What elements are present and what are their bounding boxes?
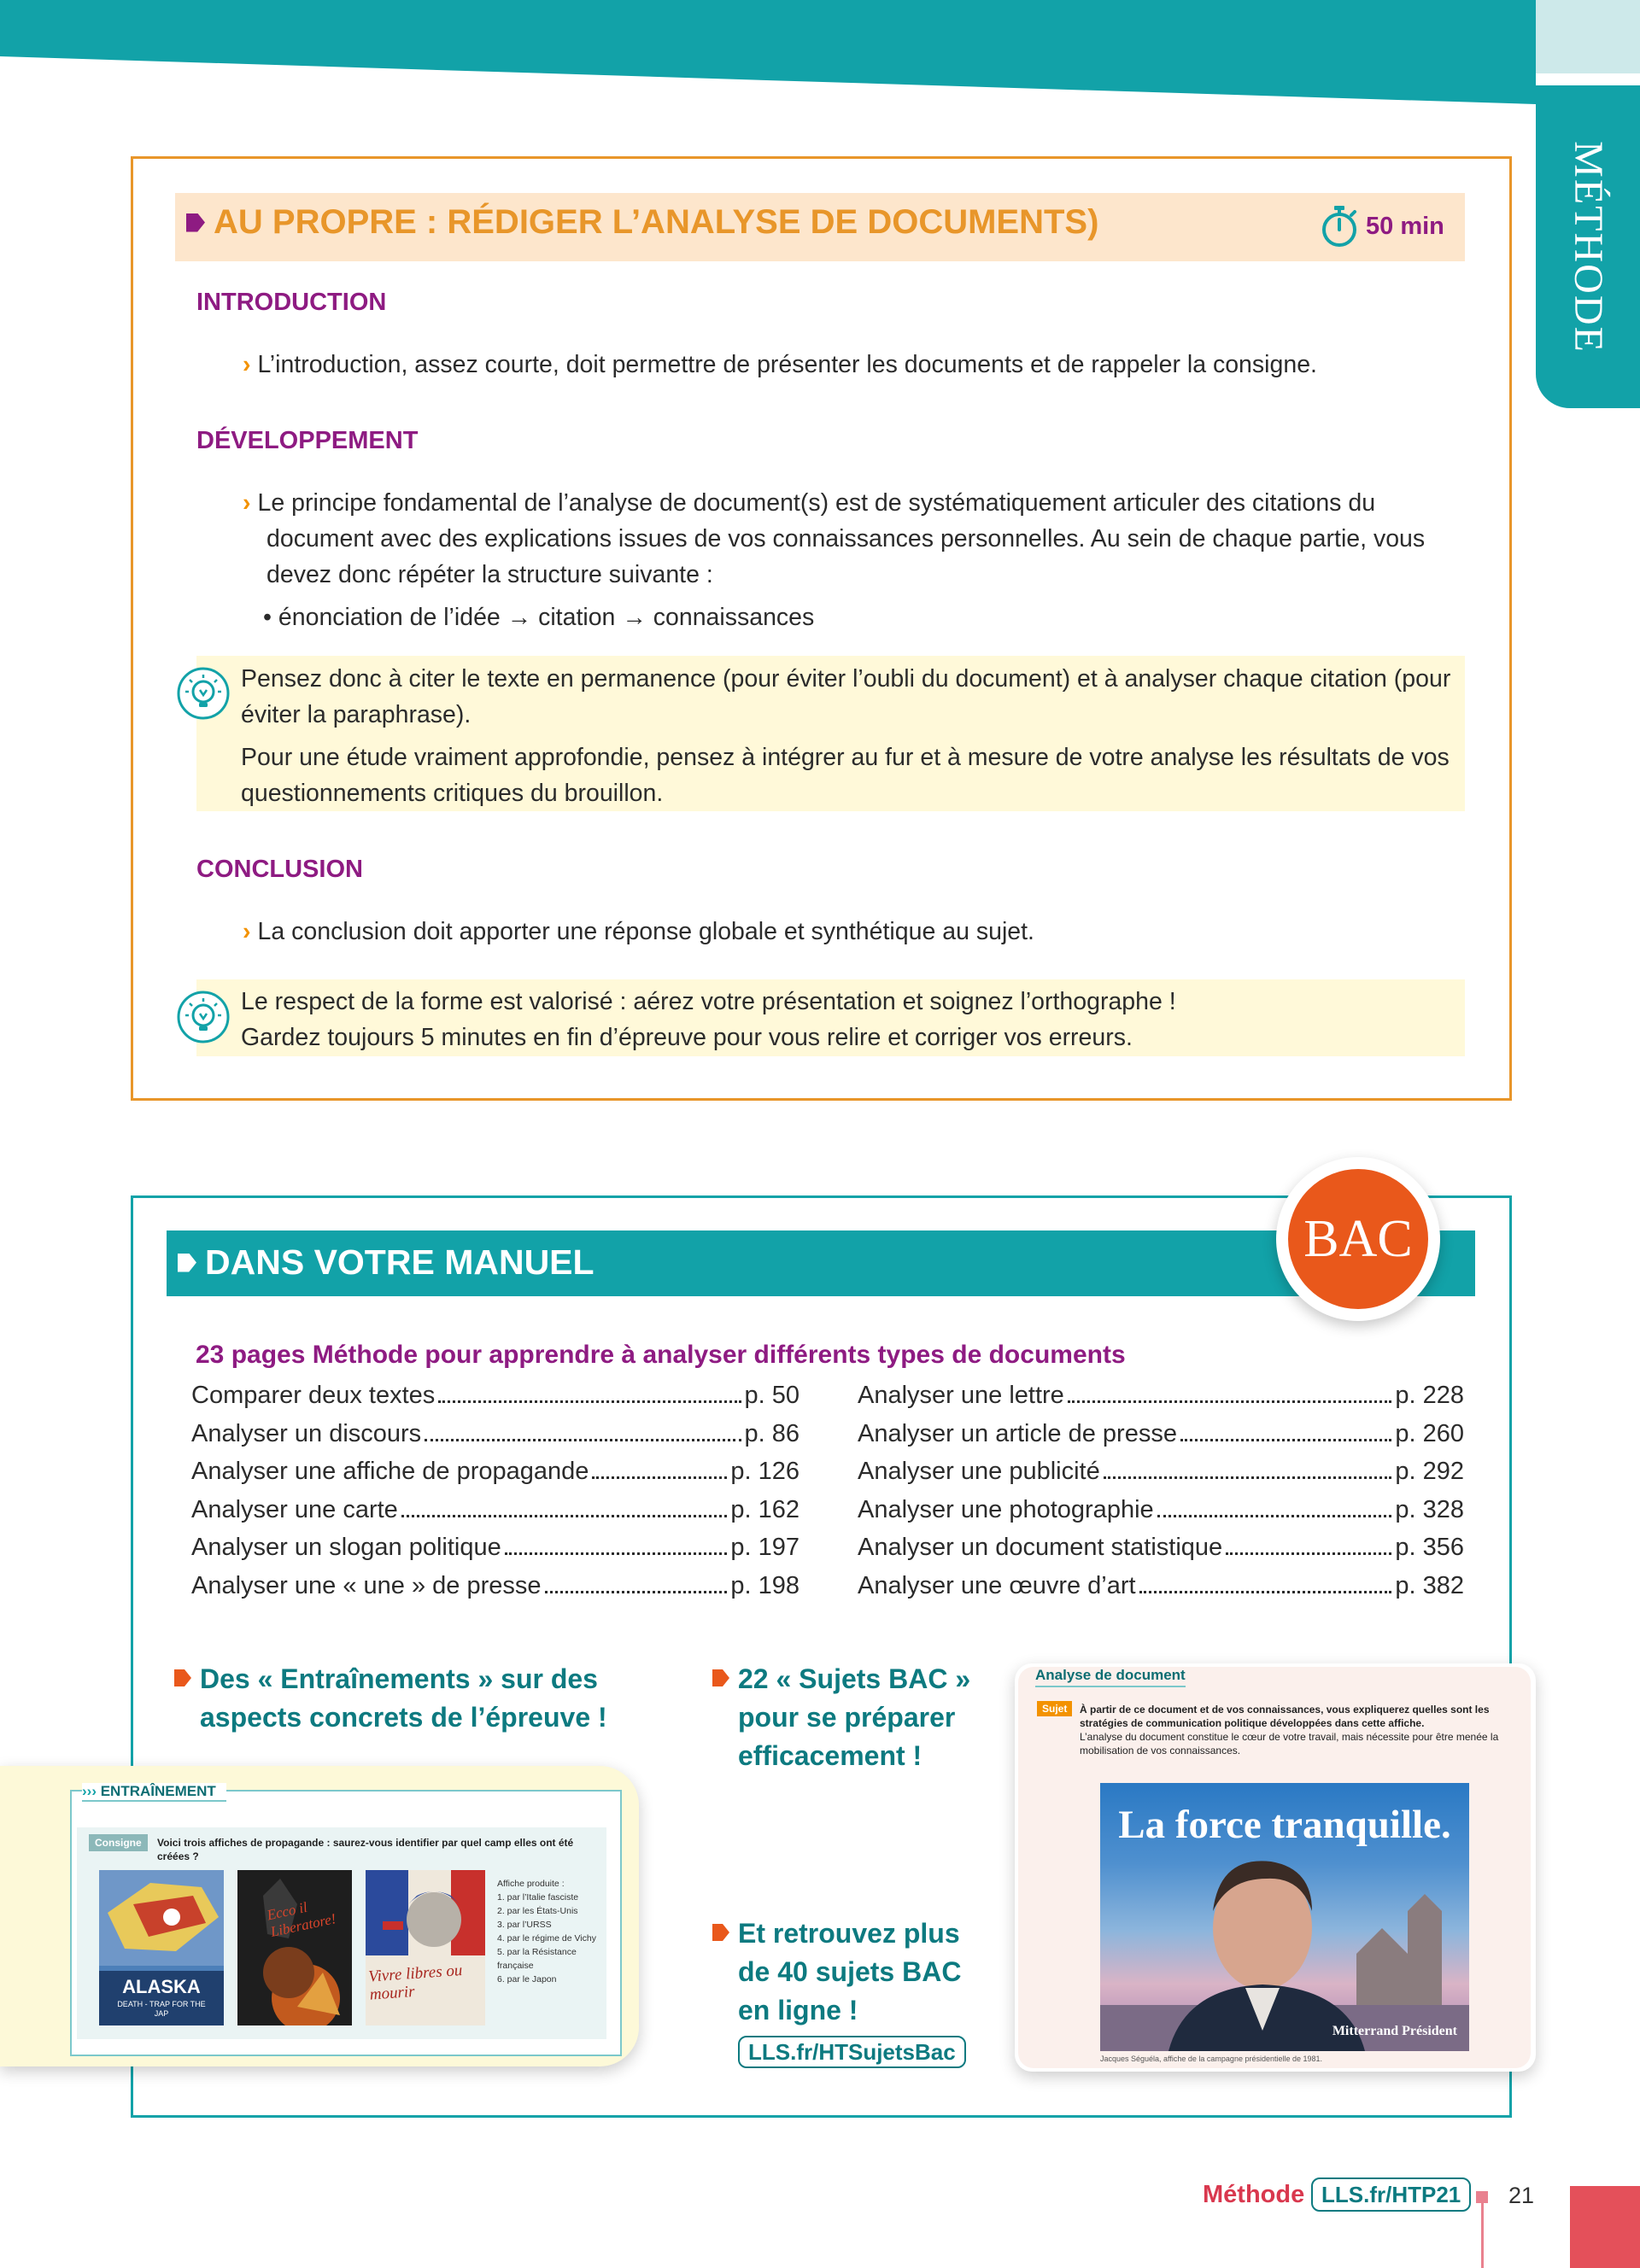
toc-item[interactable]: Analyser une photographie p. 328 xyxy=(858,1495,1464,1523)
toc-item[interactable]: Analyser un document statistique p. 356 xyxy=(858,1534,1464,1561)
photo-caption: Jacques Séguéla, affiche de la campagne présidentielle de 1981. xyxy=(1100,2055,1323,2063)
developpement-text: › Le principe fondamental de l’analyse de document(s) est de systématiquement articuler des citations du document avec des explications issues de vos connaissances personnelles. Au sein de chaque partie, vous devez donc répéter la structure suivante : xyxy=(243,489,1426,588)
manuel-title xyxy=(178,1242,594,1283)
promo-sujets-bac: 22 « Sujets BAC » pour se préparer efficacement ! xyxy=(712,1660,970,1775)
developpement-heading: DÉVELOPPEMENT xyxy=(196,427,419,454)
sujet-text: À partir de ce document et de vos connaissances, vous expliquerez quelles sont les stratégies de communication politique développées dans cette affiche. L’analyse du document constitue le cœur de votre travail, mais nécessite pour être menée la mobilisation de vos connaissances. xyxy=(1080,1704,1499,1757)
manuel-title-text: DANS VOTRE MANUEL xyxy=(205,1242,594,1282)
conclusion-text: › La conclusion doit apporter une réponse globale et synthétique au sujet. xyxy=(243,918,1034,945)
duration-text: 50 min xyxy=(1366,212,1444,240)
tip-text-forme: Le respect de la forme est valorisé : aérez votre présentation et soignez l’orthographe ! xyxy=(241,988,1176,1015)
methode-pages-heading: 23 pages Méthode pour apprendre à analyser différents types de documents xyxy=(196,1341,1126,1369)
tip-text-relire: Gardez toujours 5 minutes en fin d’épreuve pour vous relire et corriger vos erreurs. xyxy=(241,1024,1133,1051)
toc-item[interactable]: Analyser une œuvre d’art p. 382 xyxy=(858,1571,1464,1599)
toc-item[interactable]: Analyser une publicité p. 292 xyxy=(858,1458,1464,1485)
conclusion-heading: CONCLUSION xyxy=(196,856,363,883)
toc-right xyxy=(858,1382,1464,1610)
side-tab-label: MÉTHODE xyxy=(1565,140,1611,354)
affiche-options: Affiche produite : 1. par l’Italie fasciste 2. par les États-Unis 3. par l’URSS 4. par le régime de Vichy 5. par la Résistance française 6. par le Japon xyxy=(497,1879,596,1984)
promo-entrainements: Des « Entraînements » sur des aspects concrets de l’épreuve ! xyxy=(174,1660,607,1737)
sujet-tag: Sujet xyxy=(1037,1701,1072,1716)
lightbulb-icon xyxy=(176,990,231,1044)
footer-marker xyxy=(1476,2191,1488,2203)
tip-text-citations: Pensez donc à citer le texte en permanence (pour éviter l’oubli du document) et à analyser chaque citation (pour éviter la paraphrase). xyxy=(241,665,1451,728)
toc-item[interactable]: Analyser une carte p. 162 xyxy=(191,1495,800,1523)
mitterrand-poster-photo: La force tranquille. Mitterrand Président xyxy=(1100,1783,1469,2051)
propaganda-poster-vivre-libres: Vivre libres ou mourir xyxy=(366,1870,485,2025)
developpement-structure: • énonciation de l’idée → citation → connaissances xyxy=(263,604,815,631)
top-banner xyxy=(0,0,1640,111)
chevron-right-icon: › xyxy=(243,351,251,378)
propaganda-poster-alaska: ALASKA DEATH - TRAP FOR THE JAP xyxy=(99,1870,224,2025)
side-tab-methode xyxy=(1536,85,1640,408)
introduction-heading: INTRODUCTION xyxy=(196,289,387,316)
footer-link[interactable]: LLS.fr/HTP21 xyxy=(1311,2177,1471,2212)
toc-item[interactable]: Analyser un discours p. 86 xyxy=(191,1419,800,1447)
introduction-text: › L’introduction, assez courte, doit permettre de présenter les documents et de rappeler la consigne. xyxy=(243,351,1317,378)
toc-item[interactable]: Analyser une lettre p. 228 xyxy=(858,1382,1464,1409)
toc-left xyxy=(191,1382,800,1610)
propaganda-poster-liberatore: Ecco il Liberatore! xyxy=(237,1870,352,2025)
method-title-text: AU PROPRE : RÉDIGER L’ANALYSE DE DOCUMENTS) xyxy=(214,203,1099,241)
tip-text-brouillon: Pour une étude vraiment approfondie, pensez à intégrer au fur et à mesure de votre analyse les résultats de vos questionnements critiques du brouillon. xyxy=(241,744,1450,807)
consigne-text: Voici trois affiches de propagande : saurez-vous identifier par quel camp elles ont été créées ? xyxy=(157,1837,574,1862)
orange-bullet-icon xyxy=(174,1669,191,1686)
chevron-right-icon: › xyxy=(243,489,251,517)
toc-item[interactable]: Analyser une « une » de presse p. 198 xyxy=(191,1571,800,1599)
orange-bullet-icon xyxy=(712,1924,729,1941)
title-bullet-icon xyxy=(178,1254,196,1272)
consigne-tag: Consigne xyxy=(89,1834,148,1851)
lightbulb-icon xyxy=(176,666,231,721)
title-bullet-icon xyxy=(186,213,205,232)
orange-bullet-icon xyxy=(712,1669,729,1686)
toc-item[interactable]: Comparer deux textes p. 50 xyxy=(191,1382,800,1409)
duration-indicator xyxy=(1320,205,1444,248)
bac-badge-text: BAC xyxy=(1303,1209,1413,1268)
bac-badge xyxy=(1276,1157,1440,1321)
toc-item[interactable]: Analyser une affiche de propagande p. 126 xyxy=(191,1458,800,1485)
page-number: 21 xyxy=(1508,2183,1535,2208)
footer-color-block xyxy=(1570,2186,1640,2268)
analyse-preview-title: Analyse de document xyxy=(1035,1667,1186,1687)
footer-marker-line xyxy=(1481,2203,1484,2268)
method-title xyxy=(186,203,1098,242)
entrainement-header: ››› ENTRAÎNEMENT xyxy=(82,1783,226,1802)
toc-item[interactable]: Analyser un article de presse p. 260 xyxy=(858,1419,1464,1447)
chevron-right-icon: › xyxy=(243,918,251,945)
footer-method-label: Méthode xyxy=(1203,2181,1305,2208)
toc-item[interactable]: Analyser un slogan politique p. 197 xyxy=(191,1534,800,1561)
promo-sujets-en-ligne: Et retrouvez plus de 40 sujets BAC en ligne ! LLS.fr/HTSujetsBac xyxy=(712,1914,966,2070)
sujets-bac-link[interactable]: LLS.fr/HTSujetsBac xyxy=(738,2036,966,2068)
stopwatch-icon xyxy=(1320,205,1359,248)
